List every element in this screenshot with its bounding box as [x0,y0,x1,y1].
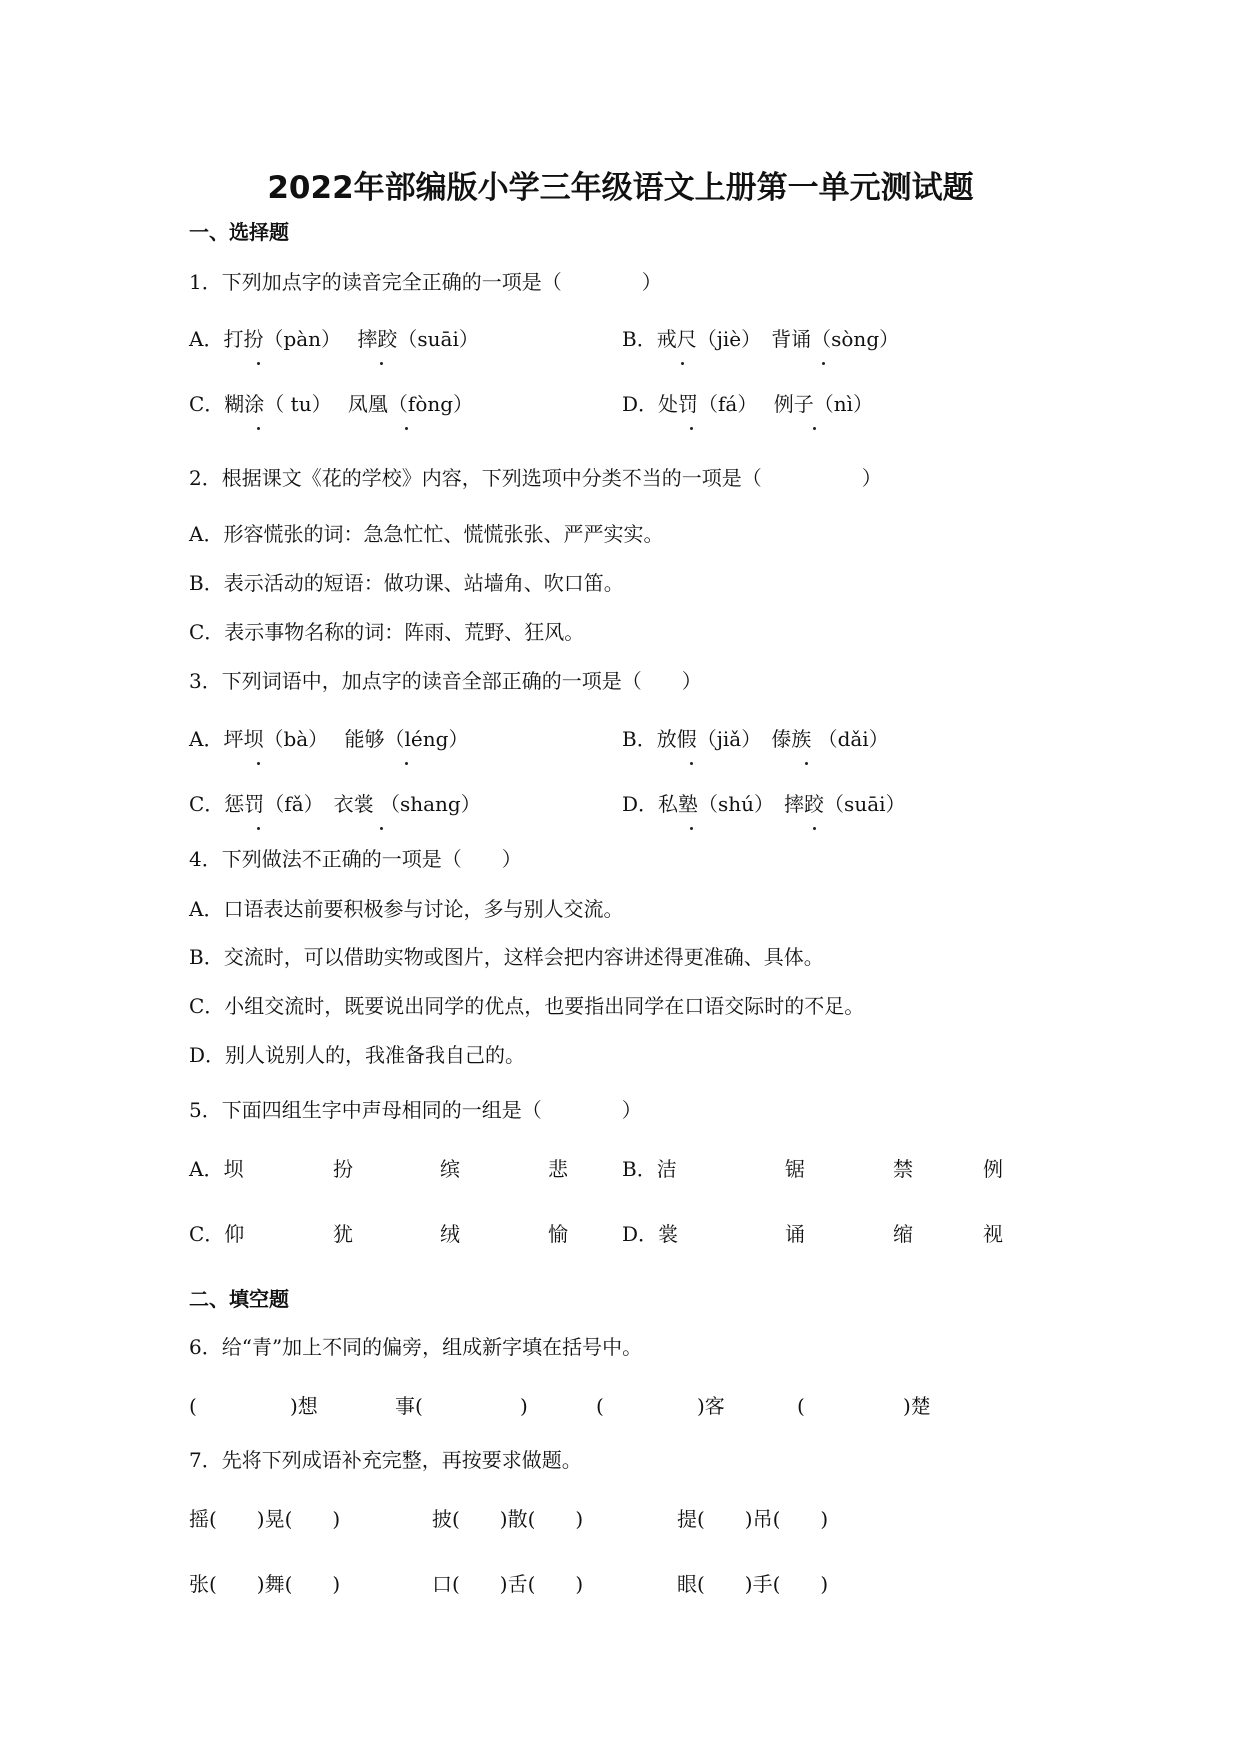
question-2-option-c: C．表示事物名称的词：阵雨、荒野、狂风。 [189,620,585,644]
emphasis-dot [257,762,260,765]
emphasis-dot [813,427,816,430]
question-6-stem: 6．给“青”加上不同的偏旁，组成新字填在括号中。 [189,1335,643,1359]
question-5-cell: 缤 [440,1157,460,1181]
question-6-blank: ( [797,1394,805,1418]
emphasis-dot [257,827,260,830]
question-4-option-d: D．别人说别人的，我准备我自己的。 [189,1043,526,1067]
emphasis-dot [257,427,260,430]
emphasis-dot [380,827,383,830]
emphasis-dot [813,827,816,830]
section-heading-choice: 一、选择题 [189,220,289,244]
emphasis-dot [822,362,825,365]
question-6-blank: ( [596,1394,604,1418]
emphasis-dot [805,762,808,765]
question-6-blank: ) [520,1394,528,1418]
question-2-stem: 2．根据课文《花的学校》内容，下列选项中分类不当的一项是（ ） [189,466,882,490]
question-5-cell: D．裳 [622,1222,679,1246]
question-5-cell: 锯 [785,1157,805,1181]
question-5-cell: 悲 [548,1157,568,1181]
idiom-blank: 口( )舌( ) [432,1572,584,1596]
question-6-blank: )楚 [903,1394,931,1418]
question-3-stem: 3．下列词语中，加点字的读音全部正确的一项是（ ） [189,669,702,693]
question-2-option-b: B．表示活动的短语：做功课、站墙角、吹口笛。 [189,571,624,595]
question-2-option-a: A．形容慌张的词：急急忙忙、慌慌张张、严严实实。 [189,522,664,546]
question-5-cell: 扮 [333,1157,353,1181]
question-5-cell: 禁 [893,1157,913,1181]
question-6-blank: 事( [395,1394,423,1418]
question-5-cell: 愉 [548,1222,568,1246]
idiom-blank: 眼( )手( ) [677,1572,829,1596]
question-6-blank: )想 [290,1394,318,1418]
question-5-cell: 诵 [785,1222,805,1246]
question-5-cell: 缩 [893,1222,913,1246]
question-1-option-d: D．处罚（fá） 例子（nì） [622,392,873,416]
question-5-cell: 视 [983,1222,1003,1246]
question-5-cell: 犹 [333,1222,353,1246]
question-4-stem: 4．下列做法不正确的一项是（ ） [189,847,522,871]
question-7-stem: 7．先将下列成语补充完整，再按要求做题。 [189,1448,582,1472]
emphasis-dot [690,762,693,765]
page-title: 2022年部编版小学三年级语文上册第一单元测试题 [267,170,974,206]
emphasis-dot [257,362,260,365]
idiom-blank: 披( )散( ) [432,1507,584,1531]
idiom-blank: 张( )舞( ) [189,1572,341,1596]
question-1-option-c: C．糊涂（ tu） 凤凰（fòng） [189,392,474,416]
question-3-option-b: B．放假（jiǎ） 傣族 （dǎi） [622,727,889,751]
question-5-cell: 例 [983,1157,1003,1181]
emphasis-dot [681,362,684,365]
question-1-option-a: A．打扮（pàn） 摔跤（suāi） [189,327,479,351]
emphasis-dot [405,762,408,765]
question-4-option-b: B．交流时，可以借助实物或图片，这样会把内容讲述得更准确、具体。 [189,945,824,969]
section-heading-fill: 二、填空题 [189,1287,289,1311]
question-6-blank: ( [189,1394,197,1418]
question-3-option-d: D．私塾（shú） 摔跤（suāi） [622,792,906,816]
question-6-blank: )客 [697,1394,725,1418]
question-4-option-a: A．口语表达前要积极参与讨论，多与别人交流。 [189,897,624,921]
emphasis-dot [405,427,408,430]
question-1-stem: 1．下列加点字的读音完全正确的一项是（ ） [189,270,662,294]
idiom-blank: 摇( )晃( ) [189,1507,341,1531]
emphasis-dot [380,362,383,365]
question-5-stem: 5．下面四组生字中声母相同的一组是（ ） [189,1098,642,1122]
question-4-option-c: C．小组交流时，既要说出同学的优点，也要指出同学在口语交际时的不足。 [189,994,865,1018]
question-1-option-b: B．戒尺（jiè） 背诵（sòng） [622,327,900,351]
emphasis-dot [690,427,693,430]
question-3-option-a: A．坪坝（bà） 能够（léng） [189,727,469,751]
question-5-cell: B．洁 [622,1157,677,1181]
question-5-cell: 绒 [440,1222,460,1246]
question-3-option-c: C．惩罚（fǎ） 衣裳 （shang） [189,792,481,816]
question-5-cell: C．仰 [189,1222,245,1246]
emphasis-dot [690,827,693,830]
question-5-cell: A．坝 [189,1157,244,1181]
idiom-blank: 提( )吊( ) [677,1507,829,1531]
